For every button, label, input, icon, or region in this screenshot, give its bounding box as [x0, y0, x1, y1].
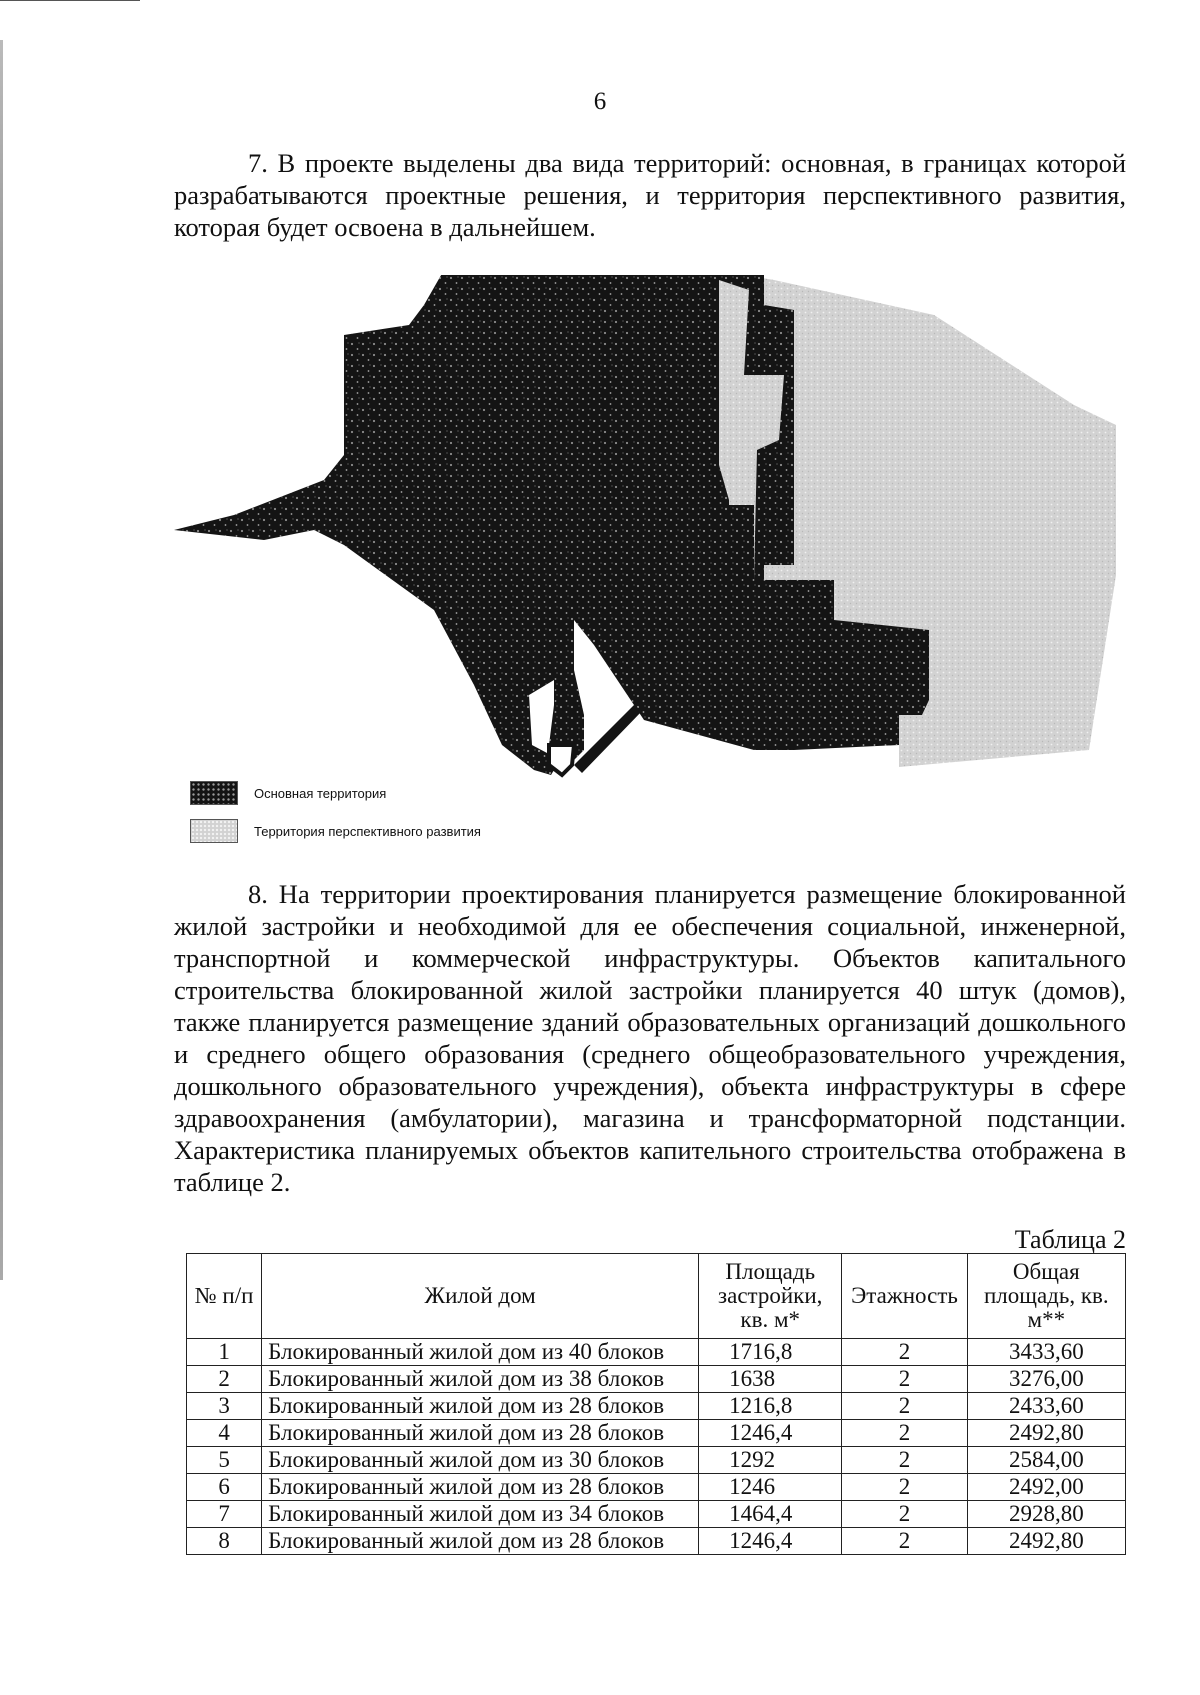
cell-num: 7	[187, 1501, 262, 1528]
cell-total: 2492,00	[967, 1474, 1125, 1501]
cell-floors: 2	[842, 1501, 967, 1528]
table-row	[187, 1501, 1126, 1528]
cell-house: Блокированный жилой дом из 34 блоков	[262, 1501, 699, 1528]
cell-num: 5	[187, 1447, 262, 1474]
cell-total: 3276,00	[967, 1366, 1125, 1393]
cell-floors: 2	[842, 1474, 967, 1501]
cell-num: 2	[187, 1366, 262, 1393]
scan-edge-top	[0, 0, 140, 1]
cell-floors: 2	[842, 1366, 967, 1393]
cell-area: 1246,4	[699, 1528, 842, 1555]
legend-swatch-perspective	[190, 819, 238, 843]
table-body	[187, 1339, 1126, 1555]
territory-map	[174, 275, 1134, 835]
cell-num: 6	[187, 1474, 262, 1501]
cell-house: Блокированный жилой дом из 28 блоков	[262, 1474, 699, 1501]
header-total: Общая площадь, кв. м**	[967, 1254, 1125, 1339]
legend-swatch-main	[190, 781, 238, 805]
cell-total: 2433,60	[967, 1393, 1125, 1420]
cell-area: 1292	[699, 1447, 842, 1474]
page-number: 6	[593, 88, 607, 115]
table-row	[187, 1420, 1126, 1447]
cell-area: 1464,4	[699, 1501, 842, 1528]
cell-num: 8	[187, 1528, 262, 1555]
cell-area: 1716,8	[699, 1339, 842, 1366]
cell-area: 1246,4	[699, 1420, 842, 1447]
cell-house: Блокированный жилой дом из 28 блоков	[262, 1393, 699, 1420]
header-floors: Этажность	[842, 1254, 967, 1339]
cell-total: 2584,00	[967, 1447, 1125, 1474]
paragraph-8: 8. На территории проектирования планируется размещение блокированной жилой застройки и необходимой для ее обеспечения социальной, инженерной, транспортной и коммерческой инфраструктуры. Объектов капитального строительства блокированной жилой застройки планируется 40 штук (домов), также планируется размещение зданий образовательных организаций дошкольного и среднего общего образования (среднего общеобразовательного учреждения, дошкольного образовательного учреждения), объекта инфраструктуры в сфере здравоохранения (амбулатории), магазина и трансформаторной подстанции. Характеристика планируемых объектов капительного строительства отображена в таблице 2.	[174, 879, 1126, 1197]
table-header-row	[187, 1254, 1126, 1339]
buildings-table	[186, 1253, 1126, 1555]
table-row	[187, 1339, 1126, 1366]
table-row	[187, 1528, 1126, 1555]
cell-house: Блокированный жилой дом из 30 блоков	[262, 1447, 699, 1474]
cell-house: Блокированный жилой дом из 38 блоков	[262, 1366, 699, 1393]
table-row	[187, 1447, 1126, 1474]
header-area: Площадь застройки, кв. м*	[699, 1254, 842, 1339]
cell-num: 4	[187, 1420, 262, 1447]
cell-floors: 2	[842, 1528, 967, 1555]
cell-floors: 2	[842, 1447, 967, 1474]
cell-floors: 2	[842, 1420, 967, 1447]
table-row	[187, 1366, 1126, 1393]
cell-total: 2928,80	[967, 1501, 1125, 1528]
table-row	[187, 1393, 1126, 1420]
cell-total: 2492,80	[967, 1528, 1125, 1555]
cell-floors: 2	[842, 1393, 967, 1420]
header-num: № п/п	[187, 1254, 262, 1339]
cell-area: 1246	[699, 1474, 842, 1501]
paragraph-7: 7. В проекте выделены два вида территорий: основная, в границах которой разрабатываются проектные решения, и территория перспективного развития, которая будет освоена в дальнейшем.	[174, 148, 1126, 242]
header-house: Жилой дом	[262, 1254, 699, 1339]
cell-total: 2492,80	[967, 1420, 1125, 1447]
table-caption: Таблица 2	[1014, 1225, 1126, 1254]
cell-area: 1216,8	[699, 1393, 842, 1420]
cell-num: 3	[187, 1393, 262, 1420]
legend-item-main	[190, 781, 590, 805]
legend-item-perspective	[190, 819, 590, 843]
cell-floors: 2	[842, 1339, 967, 1366]
cell-num: 1	[187, 1339, 262, 1366]
legend-label-main: Основная территория	[254, 785, 387, 801]
cell-house: Блокированный жилой дом из 28 блоков	[262, 1420, 699, 1447]
legend-label-perspective: Территория перспективного развития	[254, 823, 481, 839]
table-row	[187, 1474, 1126, 1501]
cell-total: 3433,60	[967, 1339, 1125, 1366]
cell-area: 1638	[699, 1366, 842, 1393]
cell-house: Блокированный жилой дом из 40 блоков	[262, 1339, 699, 1366]
cell-house: Блокированный жилой дом из 28 блоков	[262, 1528, 699, 1555]
scan-edge-left	[0, 40, 3, 1280]
